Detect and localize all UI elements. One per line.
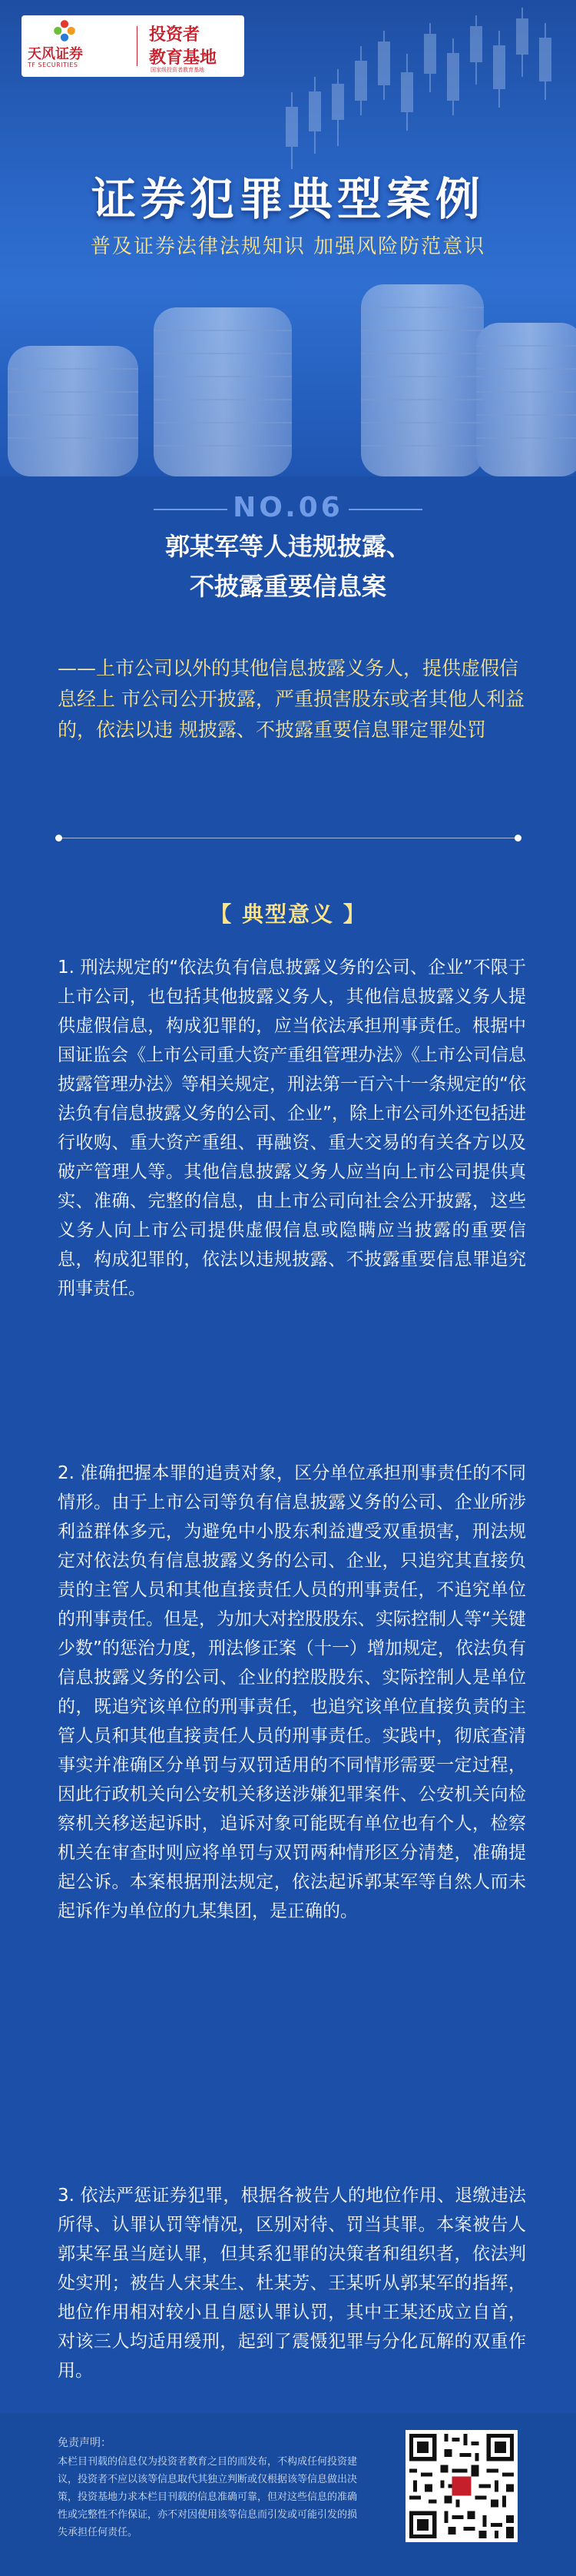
investor-base-line1: 投资者	[149, 25, 200, 45]
disclaimer-label: 免责声明：	[58, 2437, 111, 2449]
qr-code-icon[interactable]	[406, 2430, 518, 2542]
hero-banner	[0, 0, 576, 476]
case-number-line-right	[349, 509, 422, 510]
case-title	[0, 526, 576, 606]
page-title: 证券犯罪典型案例	[91, 173, 485, 225]
brand-logo	[22, 15, 244, 77]
footer	[0, 2413, 576, 2576]
page-subtitle: 普及证券法律法规知识 加强风险防范意识	[90, 235, 486, 258]
company-name-english: TF SECURITIES	[28, 61, 78, 68]
company-name: 天风证券	[28, 46, 83, 62]
investor-base-line2: 教育基地	[149, 48, 217, 68]
divider-dot-right	[515, 835, 521, 842]
case-verdict: ——上市公司以外的其他信息披露义务人，提供虚假信息经上 市公司公开披露，严重损害股东或者其他人利益的，依法以违 规披露、不披露重要信息罪定罪处罚	[58, 657, 525, 741]
paragraph-1: 1. 刑法规定的“依法负有信息披露义务的公司、企业”不限于上市公司，也包括其他披露义务人，其他信息披露义务人提供虚假信息，构成犯罪的，应当依法承担刑事责任。根据中国证监会《上市公司重大资产重组管理办法》《上市公司信息披露管理办法》等相关规定，刑法第一百六十一条规定的“依法负有信息披露义务的公司、企业”，除上市公司外还包括进行收购、重大资产重组、再融资、重大交易的有关各方以及破产管理人等。其他信息披露义务人应当向上市公司提供真实、准确、完整的信息，由上市公司向社会公开披露，这些义务人向上市公司提供虚假信息或隐瞒应当披露的重要信息，构成犯罪的，依法以违规披露、不披露重要信息罪追究刑事责任。	[58, 958, 526, 1299]
investor-base-tagline: 国家级投资者教育基地	[151, 67, 204, 73]
paragraph-3: 3. 依法严惩证券犯罪，根据各被告人的地位作用、退缴违法所得、认罪认罚等情况，区别对待、罚当其罪。本案被告人郭某军虽当庭认罪，但其系犯罪的决策者和组织者，依法判处实刑；被告人宋某生、杜某芳、王某听从郭某军的指挥，地位作用相对较小且自愿认罪认罚，其中王某还成立自首，对该三人均适用缓刑，起到了震慑犯罪与分化瓦解的双重作用。	[58, 2186, 526, 2381]
case-number: NO.06	[233, 492, 343, 523]
case-title-line1: 郭某军等人违规披露、	[164, 532, 411, 561]
case-title-line2: 不披露重要信息案	[189, 572, 386, 601]
disclaimer-text: 本栏目刊载的信息仅为投资者教育之目的而发布，不构成任何投资建议，投资者不应以该等信息取代其独立判断或仅根据该等信息做出决策，投资基地力求本栏目刊载的信息准确可靠，但对这些信息的准确性或完整性不作保证，亦不对因使用该等信息而引发或可能引发的损失承担任何责任。	[58, 2456, 358, 2538]
coin-stacks-illustration	[0, 277, 576, 476]
section-heading: 【 典型意义 】	[210, 901, 366, 927]
flower-logo-icon	[51, 17, 78, 45]
paragraph-2: 2. 准确把握本罪的追责对象，区分单位承担刑事责任的不同情形。由于上市公司等负有信息披露义务的公司、企业所涉利益群体多元，为避免中小股东利益遭受双重损害，刑法规定对依法负有信息披露义务的公司、企业，只追究其直接负责的主管人员和其他直接责任人员的刑事责任，不追究单位的刑事责任。但是，为加大对控股股东、实际控制人等“关键少数”的惩治力度，刑法修正案（十一）增加规定，依法负有信息披露义务的公司、企业的控股股东、实际控制人是单位的，既追究该单位的刑事责任，也追究该单位直接负责的主管人员和其他直接责任人员的刑事责任。实践中，彻底查清事实并准确区分单罚与双罚适用的不同情形需要一定过程，因此行政机关向公安机关移送涉嫌犯罪案件、公安机关向检察机关移送起诉时，追诉对象可能既有单位也有个人，检察机关在审查时则应将单罚与双罚两种情形区分清楚，准确提起公诉。本案根据刑法规定，依法起诉郭某军等自然人而未起诉作为单位的九某集团，是正确的。	[58, 1463, 526, 1921]
